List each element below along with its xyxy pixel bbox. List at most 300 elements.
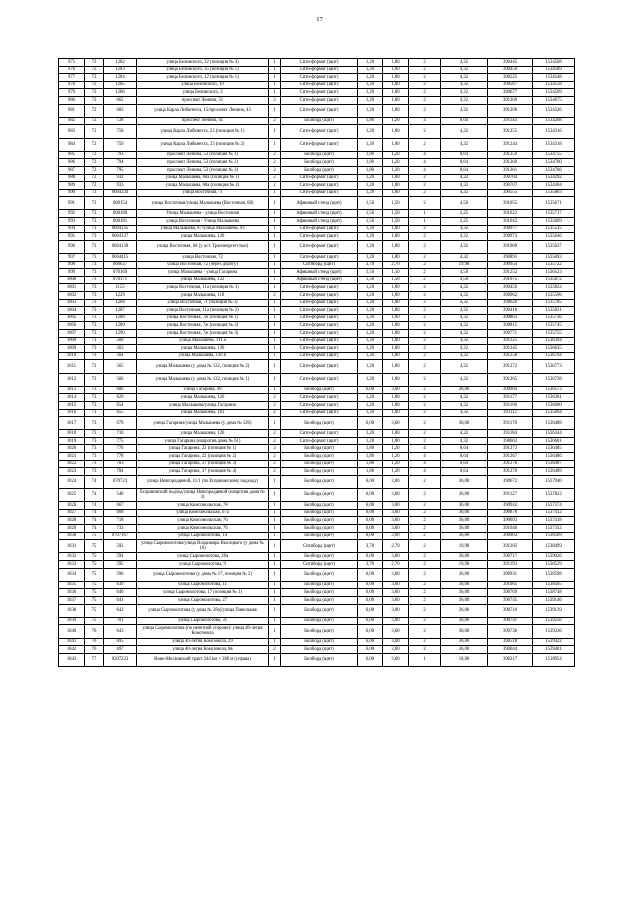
height-cell: 1,50	[383, 269, 409, 277]
sides-count-cell: 1	[269, 553, 281, 561]
sides-count-cell: 1	[269, 386, 281, 394]
field-count-cell: 2	[409, 352, 441, 360]
coord-y-cell: 1536488	[533, 417, 575, 430]
address-cell: улица Малышева, 68а (позиция № 2)	[137, 182, 269, 190]
coord-y-cell: 1536344	[533, 430, 575, 438]
coord-x-cell: 391273	[488, 445, 533, 453]
height-cell: 3,00	[383, 489, 409, 502]
area-cell: 4,32	[441, 299, 488, 307]
sides-count-cell: 1	[269, 189, 281, 197]
sides-count-cell: 1	[269, 581, 281, 589]
row-number-cell: 977	[59, 74, 85, 82]
table-row	[59, 532, 575, 540]
address-cell: проспект Ленина, 41	[137, 117, 269, 125]
coord-y-cell: 1535515	[533, 225, 575, 233]
structure-type-cell: Билборд (щит)	[281, 617, 358, 625]
coord-y-cell: 1535646	[533, 233, 575, 241]
table-row	[59, 568, 575, 581]
coord-y-cell: 1535755	[533, 329, 575, 337]
field-count-cell: 2	[409, 373, 441, 386]
field-count-cell: 2	[409, 269, 441, 277]
district-code-cell: 73	[85, 394, 104, 402]
height-cell: 2,70	[383, 560, 409, 568]
district-code-cell: 73	[85, 460, 104, 468]
sides-count-cell: 1	[269, 489, 281, 502]
height-cell: 1,20	[383, 159, 409, 167]
structure-type-cell: Билборд (щит)	[281, 589, 358, 597]
height-cell: 1,80	[383, 182, 409, 190]
row-number-cell: 1018	[59, 430, 85, 438]
width-cell: 1,50	[358, 276, 383, 284]
district-code-cell: 73	[85, 218, 104, 226]
row-number-cell: 999	[59, 269, 85, 277]
structure-type-cell: Билборд (щит)	[281, 445, 358, 453]
area-cell: 4,32	[441, 96, 488, 104]
field-count-cell: 2	[409, 89, 441, 97]
structure-id-cell: 783	[104, 460, 137, 468]
coord-x-cell: 390416	[488, 307, 533, 315]
width-cell: 1,20	[358, 138, 383, 151]
table-row	[59, 96, 575, 104]
area-cell: 8,64	[441, 166, 488, 174]
width-cell: 3,70	[358, 540, 383, 553]
height-cell: 1,80	[383, 394, 409, 402]
sides-count-cell: 2	[269, 401, 281, 409]
district-code-cell: 77	[85, 653, 104, 666]
address-cell: проспект Ленина, 51	[137, 96, 269, 104]
address-cell: улица Восточная, 7ж (позиция № 2)	[137, 322, 269, 330]
row-number-cell: 1028	[59, 517, 85, 525]
address-cell: улица Малышева (у дома № 132, позиция № 2)	[137, 360, 269, 373]
district-code-cell: 74	[85, 517, 104, 525]
field-count-cell: 2	[409, 276, 441, 284]
coord-x-cell: 391225	[488, 337, 533, 345]
district-code-cell: 73	[85, 299, 104, 307]
height-cell: 3,00	[383, 386, 409, 394]
area-cell: 4,32	[441, 104, 488, 117]
table-row	[59, 581, 575, 589]
structure-id-cell: 629	[104, 394, 137, 402]
field-count-cell: 2	[409, 509, 441, 517]
structure-type-cell: Сити-формат (щит)	[281, 225, 358, 233]
field-count-cell: 4	[409, 159, 441, 167]
table-row	[59, 409, 575, 417]
area-cell: 36,00	[441, 625, 488, 638]
area-cell: 2,25	[441, 218, 488, 226]
coord-x-cell: 391106	[488, 401, 533, 409]
address-cell: улица Комсомольская, 78	[137, 502, 269, 510]
coord-y-cell: 1536485	[533, 445, 575, 453]
sides-count-cell: 2	[269, 468, 281, 476]
height-cell: 3,00	[383, 568, 409, 581]
area-cell: 4,32	[441, 254, 488, 262]
height-cell: 3,00	[383, 509, 409, 517]
height-cell: 1,50	[383, 197, 409, 210]
coord-x-cell: 390973	[488, 233, 533, 241]
sides-count-cell: 1	[269, 502, 281, 510]
address-cell: улица Восточная, 11а (позиция № 2)	[137, 307, 269, 315]
row-number-cell: 980	[59, 96, 85, 104]
row-number-cell: 1019	[59, 437, 85, 445]
field-count-cell: 2	[409, 337, 441, 345]
sides-count-cell: 1	[269, 604, 281, 617]
coord-y-cell: 1534304	[533, 182, 575, 190]
address-cell: улица Малышева, 122	[137, 276, 269, 284]
district-code-cell: 73	[85, 417, 104, 430]
address-cell: улица Карла Либкнехта, 23 (позиция № 2)	[137, 138, 269, 151]
area-cell: 4,32	[441, 314, 488, 322]
field-count-cell: 2	[409, 225, 441, 233]
table-row	[59, 104, 575, 117]
field-count-cell: 2	[409, 59, 441, 67]
width-cell: 6,00	[358, 475, 383, 488]
sides-count-cell: 1	[269, 104, 281, 117]
structure-id-cell: 710	[104, 430, 137, 438]
width-cell: 1,20	[358, 329, 383, 337]
coord-y-cell: 1534326	[533, 104, 575, 117]
table-row	[59, 517, 575, 525]
coord-x-cell: 390525	[488, 74, 533, 82]
area-cell: 18,00	[441, 653, 488, 666]
address-cell: улица Сыромолотова, 31	[137, 617, 269, 625]
height-cell: 1,80	[383, 430, 409, 438]
width-cell: 6,00	[358, 417, 383, 430]
table-row	[59, 89, 575, 97]
field-count-cell: 2	[409, 489, 441, 502]
height-cell: 3,00	[383, 553, 409, 561]
address-cell: улица Белинского, 2	[137, 89, 269, 97]
structure-type-cell: Билборд (щит)	[281, 151, 358, 159]
field-count-cell: 2	[409, 568, 441, 581]
structure-id-cell: 640	[104, 589, 137, 597]
area-cell: 36,00	[441, 525, 488, 533]
coord-x-cell: 390677	[488, 89, 533, 97]
table-row	[59, 329, 575, 337]
sides-count-cell: 2	[269, 409, 281, 417]
area-cell: 36,00	[441, 553, 488, 561]
sides-count-cell: 1	[269, 66, 281, 74]
structure-id-cell: 695	[104, 638, 137, 646]
structure-type-cell: Билборд (щит)	[281, 159, 358, 167]
sides-count-cell: 1	[269, 337, 281, 345]
district-code-cell: 74	[85, 525, 104, 533]
field-count-cell: 2	[409, 125, 441, 138]
row-number-cell: 1000	[59, 276, 85, 284]
width-cell: 1,20	[358, 81, 383, 89]
district-code-cell: 75	[85, 617, 104, 625]
structure-id-cell: 1288	[104, 314, 137, 322]
table-row	[59, 468, 575, 476]
coord-x-cell: 391177	[488, 394, 533, 402]
structure-type-cell: Афишный стенд (щит)	[281, 210, 358, 218]
district-code-cell: 72	[85, 174, 104, 182]
structure-type-cell: Ситиборд (щит)	[281, 560, 358, 568]
coord-x-cell: 390663	[488, 437, 533, 445]
field-count-cell: 2	[409, 261, 441, 269]
structure-type-cell: Сити-формат (щит)	[281, 96, 358, 104]
sides-count-cell: 1	[269, 276, 281, 284]
table-row	[59, 151, 575, 159]
width-cell: 6,00	[358, 596, 383, 604]
district-code-cell: 73	[85, 345, 104, 353]
address-cell: улица Сыромолотова (по нечетной стороне)/ улица 40-летия Комсомола	[137, 625, 269, 638]
coord-x-cell: 391006	[488, 240, 533, 253]
structure-id-cell: 1286	[104, 89, 137, 97]
structure-type-cell: Билборд (щит)	[281, 475, 358, 488]
width-cell: 1,20	[358, 314, 383, 322]
sides-count-cell: 1	[269, 197, 281, 210]
sides-count-cell: 1	[269, 240, 281, 253]
area-cell: 4,32	[441, 360, 488, 373]
row-number-cell: 1003	[59, 299, 85, 307]
structure-id-cell: 1283	[104, 66, 137, 74]
advertising-structures-table	[58, 58, 575, 667]
area-cell: 4,32	[441, 409, 488, 417]
coord-x-cell: 390954	[488, 261, 533, 269]
sides-count-cell: 2	[269, 182, 281, 190]
field-count-cell: 2	[409, 532, 441, 540]
coord-y-cell: 1538499	[533, 540, 575, 553]
field-count-cell: 2	[409, 329, 441, 337]
width-cell: 1,20	[358, 352, 383, 360]
area-cell: 4,32	[441, 225, 488, 233]
structure-type-cell: Билборд (щит)	[281, 553, 358, 561]
address-cell: улица Восточная, 72 (через дорогу)	[137, 261, 269, 269]
row-number-cell: 975	[59, 59, 85, 67]
structure-id-cell: 0604137	[104, 233, 137, 241]
area-cell: 4,32	[441, 189, 488, 197]
sides-count-cell: 1	[269, 417, 281, 430]
height-cell: 1,80	[383, 401, 409, 409]
address-cell: улица Малышева, 101	[137, 409, 269, 417]
area-cell: 4,32	[441, 66, 488, 74]
sides-count-cell: 1	[269, 345, 281, 353]
height-cell: 3,00	[383, 581, 409, 589]
width-cell: 6,00	[358, 589, 383, 597]
coord-y-cell: 1537418	[533, 517, 575, 525]
structure-type-cell: Сити-формат (щит)	[281, 292, 358, 300]
structure-id-cell: 643	[104, 625, 137, 638]
address-cell: улица Сыромолотова, 11	[137, 581, 269, 589]
height-cell: 1,80	[383, 329, 409, 337]
row-number-cell: 987	[59, 166, 85, 174]
page-number: 17	[316, 16, 323, 23]
address-cell: улица Гагарина, 22 (позиция № 1)	[137, 445, 269, 453]
height-cell: 1,80	[383, 299, 409, 307]
coord-x-cell: 391270	[488, 468, 533, 476]
address-cell: улица Сыромолотова, 28а	[137, 553, 269, 561]
sides-count-cell: 2	[269, 174, 281, 182]
area-cell: 36,00	[441, 589, 488, 597]
width-cell: 6,00	[358, 581, 383, 589]
field-count-cell: 2	[409, 322, 441, 330]
table-row	[59, 81, 575, 89]
width-cell: 1,80	[358, 166, 383, 174]
width-cell: 6,00	[358, 386, 383, 394]
sides-count-cell: 1	[269, 589, 281, 597]
field-count-cell: 2	[409, 604, 441, 617]
table-row	[59, 292, 575, 300]
district-code-cell: 73	[85, 292, 104, 300]
row-number-cell: 991	[59, 197, 85, 210]
field-count-cell: 2	[409, 437, 441, 445]
width-cell: 1,20	[358, 284, 383, 292]
coord-y-cell: 1538565	[533, 581, 575, 589]
structure-id-cell: 595	[104, 560, 137, 568]
field-count-cell: 2	[409, 240, 441, 253]
field-count-cell: 2	[409, 596, 441, 604]
district-code-cell: 74	[85, 509, 104, 517]
coord-y-cell: 1536489	[533, 468, 575, 476]
width-cell: 1,80	[358, 159, 383, 167]
coord-x-cell: 390876	[488, 509, 533, 517]
height-cell: 1,50	[383, 276, 409, 284]
field-count-cell: 2	[409, 182, 441, 190]
height-cell: 1,50	[383, 210, 409, 218]
field-count-cell: 2	[409, 174, 441, 182]
district-code-cell: 73	[85, 430, 104, 438]
sides-count-cell: 1	[269, 284, 281, 292]
height-cell: 1,20	[383, 151, 409, 159]
sides-count-cell: 1	[269, 568, 281, 581]
structure-id-cell: 566	[104, 373, 137, 386]
field-count-cell: 2	[409, 138, 441, 151]
coord-y-cell: 1536601	[533, 437, 575, 445]
area-cell: 8,64	[441, 117, 488, 125]
address-cell: улица Малышева/улица Гагарина	[137, 401, 269, 409]
table-row	[59, 394, 575, 402]
height-cell: 3,00	[383, 525, 409, 533]
district-code-cell: 72	[85, 125, 104, 138]
coord-x-cell: 391265	[488, 373, 533, 386]
structure-type-cell: Билборд (щит)	[281, 468, 358, 476]
row-number-cell: 988	[59, 174, 85, 182]
district-code-cell: 75	[85, 568, 104, 581]
width-cell: 1,20	[358, 66, 383, 74]
coord-y-cell: 1535785	[533, 299, 575, 307]
coord-y-cell: 1538748	[533, 589, 575, 597]
structure-type-cell: Билборд (щит)	[281, 653, 358, 666]
field-count-cell: 2	[409, 254, 441, 262]
sides-count-cell: 1	[269, 314, 281, 322]
width-cell: 1,20	[358, 189, 383, 197]
coord-x-cell: 391267	[488, 453, 533, 461]
coord-x-cell: 391112	[488, 409, 533, 417]
sides-count-cell: 2	[269, 159, 281, 167]
coord-x-cell: 390620	[488, 299, 533, 307]
field-count-cell: 2	[409, 104, 441, 117]
height-cell: 1,20	[383, 460, 409, 468]
height-cell: 3,00	[383, 653, 409, 666]
coord-y-cell: 1536773	[533, 360, 575, 373]
field-count-cell: 2	[409, 386, 441, 394]
structure-type-cell: Билборд (щит)	[281, 596, 358, 604]
coord-y-cell: 1539422	[533, 638, 575, 646]
structure-id-cell: 596	[104, 568, 137, 581]
row-number-cell: 1022	[59, 460, 85, 468]
row-number-cell: 1043	[59, 653, 85, 666]
table-row	[59, 453, 575, 461]
area-cell: 36,00	[441, 502, 488, 510]
structure-id-cell: 662	[104, 96, 137, 104]
sides-count-cell: 1	[269, 373, 281, 386]
table-row	[59, 233, 575, 241]
width-cell: 1,20	[358, 437, 383, 445]
structure-type-cell: Сити-формат (щит)	[281, 74, 358, 82]
width-cell: 1,20	[358, 240, 383, 253]
address-cell: улица Комсомольская, 67а	[137, 509, 269, 517]
table-row	[59, 254, 575, 262]
width-cell: 1,80	[358, 151, 383, 159]
area-cell: 4,50	[441, 269, 488, 277]
coord-x-cell: 390769	[488, 589, 533, 597]
address-cell: Улица Малышева - улица Восточная	[137, 210, 269, 218]
row-number-cell: 996	[59, 240, 85, 253]
address-cell: улица Гагарина, 22 (позиция № 2)	[137, 453, 269, 461]
district-code-cell: 73	[85, 261, 104, 269]
area-cell: 8,64	[441, 159, 488, 167]
district-code-cell: 73	[85, 453, 104, 461]
width-cell: 1,20	[358, 59, 383, 67]
address-cell: улица Малышева, 120	[137, 233, 269, 241]
structure-id-cell: 759	[104, 138, 137, 151]
coord-y-cell: 1535822	[533, 284, 575, 292]
height-cell: 1,80	[383, 125, 409, 138]
structure-id-cell: 060637	[104, 261, 137, 269]
coord-x-cell: 390962	[488, 292, 533, 300]
coord-y-cell: 1534268	[533, 117, 575, 125]
row-number-cell: 1017	[59, 417, 85, 430]
address-cell: улица Белинского, 12 (позиция № 1)	[137, 74, 269, 82]
structure-type-cell: Сити-формат (щит)	[281, 284, 358, 292]
table-row	[59, 560, 575, 568]
table-row	[59, 475, 575, 488]
table-row	[59, 218, 575, 226]
height-cell: 2,70	[383, 261, 409, 269]
structure-id-cell: 795	[104, 166, 137, 174]
address-cell: Ново-Московский тракт 344 км + 280 м (справа)	[137, 653, 269, 666]
sides-count-cell: 2	[269, 437, 281, 445]
table-row	[59, 189, 575, 197]
area-cell: 8,64	[441, 453, 488, 461]
district-code-cell: 73	[85, 445, 104, 453]
field-count-cell: 2	[409, 292, 441, 300]
field-count-cell: 2	[409, 560, 441, 568]
coord-y-cell: 1537352	[533, 525, 575, 533]
coord-x-cell: 390217	[488, 653, 533, 666]
field-count-cell: 2	[409, 299, 441, 307]
width-cell: 1,20	[358, 225, 383, 233]
height-cell: 3,00	[383, 475, 409, 488]
area-cell: 19,98	[441, 560, 488, 568]
coord-x-cell: 391184	[488, 430, 533, 438]
district-code-cell: 73	[85, 409, 104, 417]
structure-type-cell: Билборд (щит)	[281, 604, 358, 617]
structure-type-cell: Сити-формат (щит)	[281, 329, 358, 337]
address-cell: улица Сыромолотова, 9	[137, 560, 269, 568]
area-cell: 2,25	[441, 210, 488, 218]
table-row	[59, 166, 575, 174]
table-row	[59, 352, 575, 360]
area-cell: 4,32	[441, 307, 488, 315]
structure-type-cell: Афишный стенд (щит)	[281, 276, 358, 284]
coord-x-cell: 391205	[488, 540, 533, 553]
coord-y-cell: 1534760	[533, 159, 575, 167]
table-row	[59, 74, 575, 82]
table-row	[59, 445, 575, 453]
coord-x-cell: 390863	[488, 314, 533, 322]
width-cell: 6,00	[358, 509, 383, 517]
